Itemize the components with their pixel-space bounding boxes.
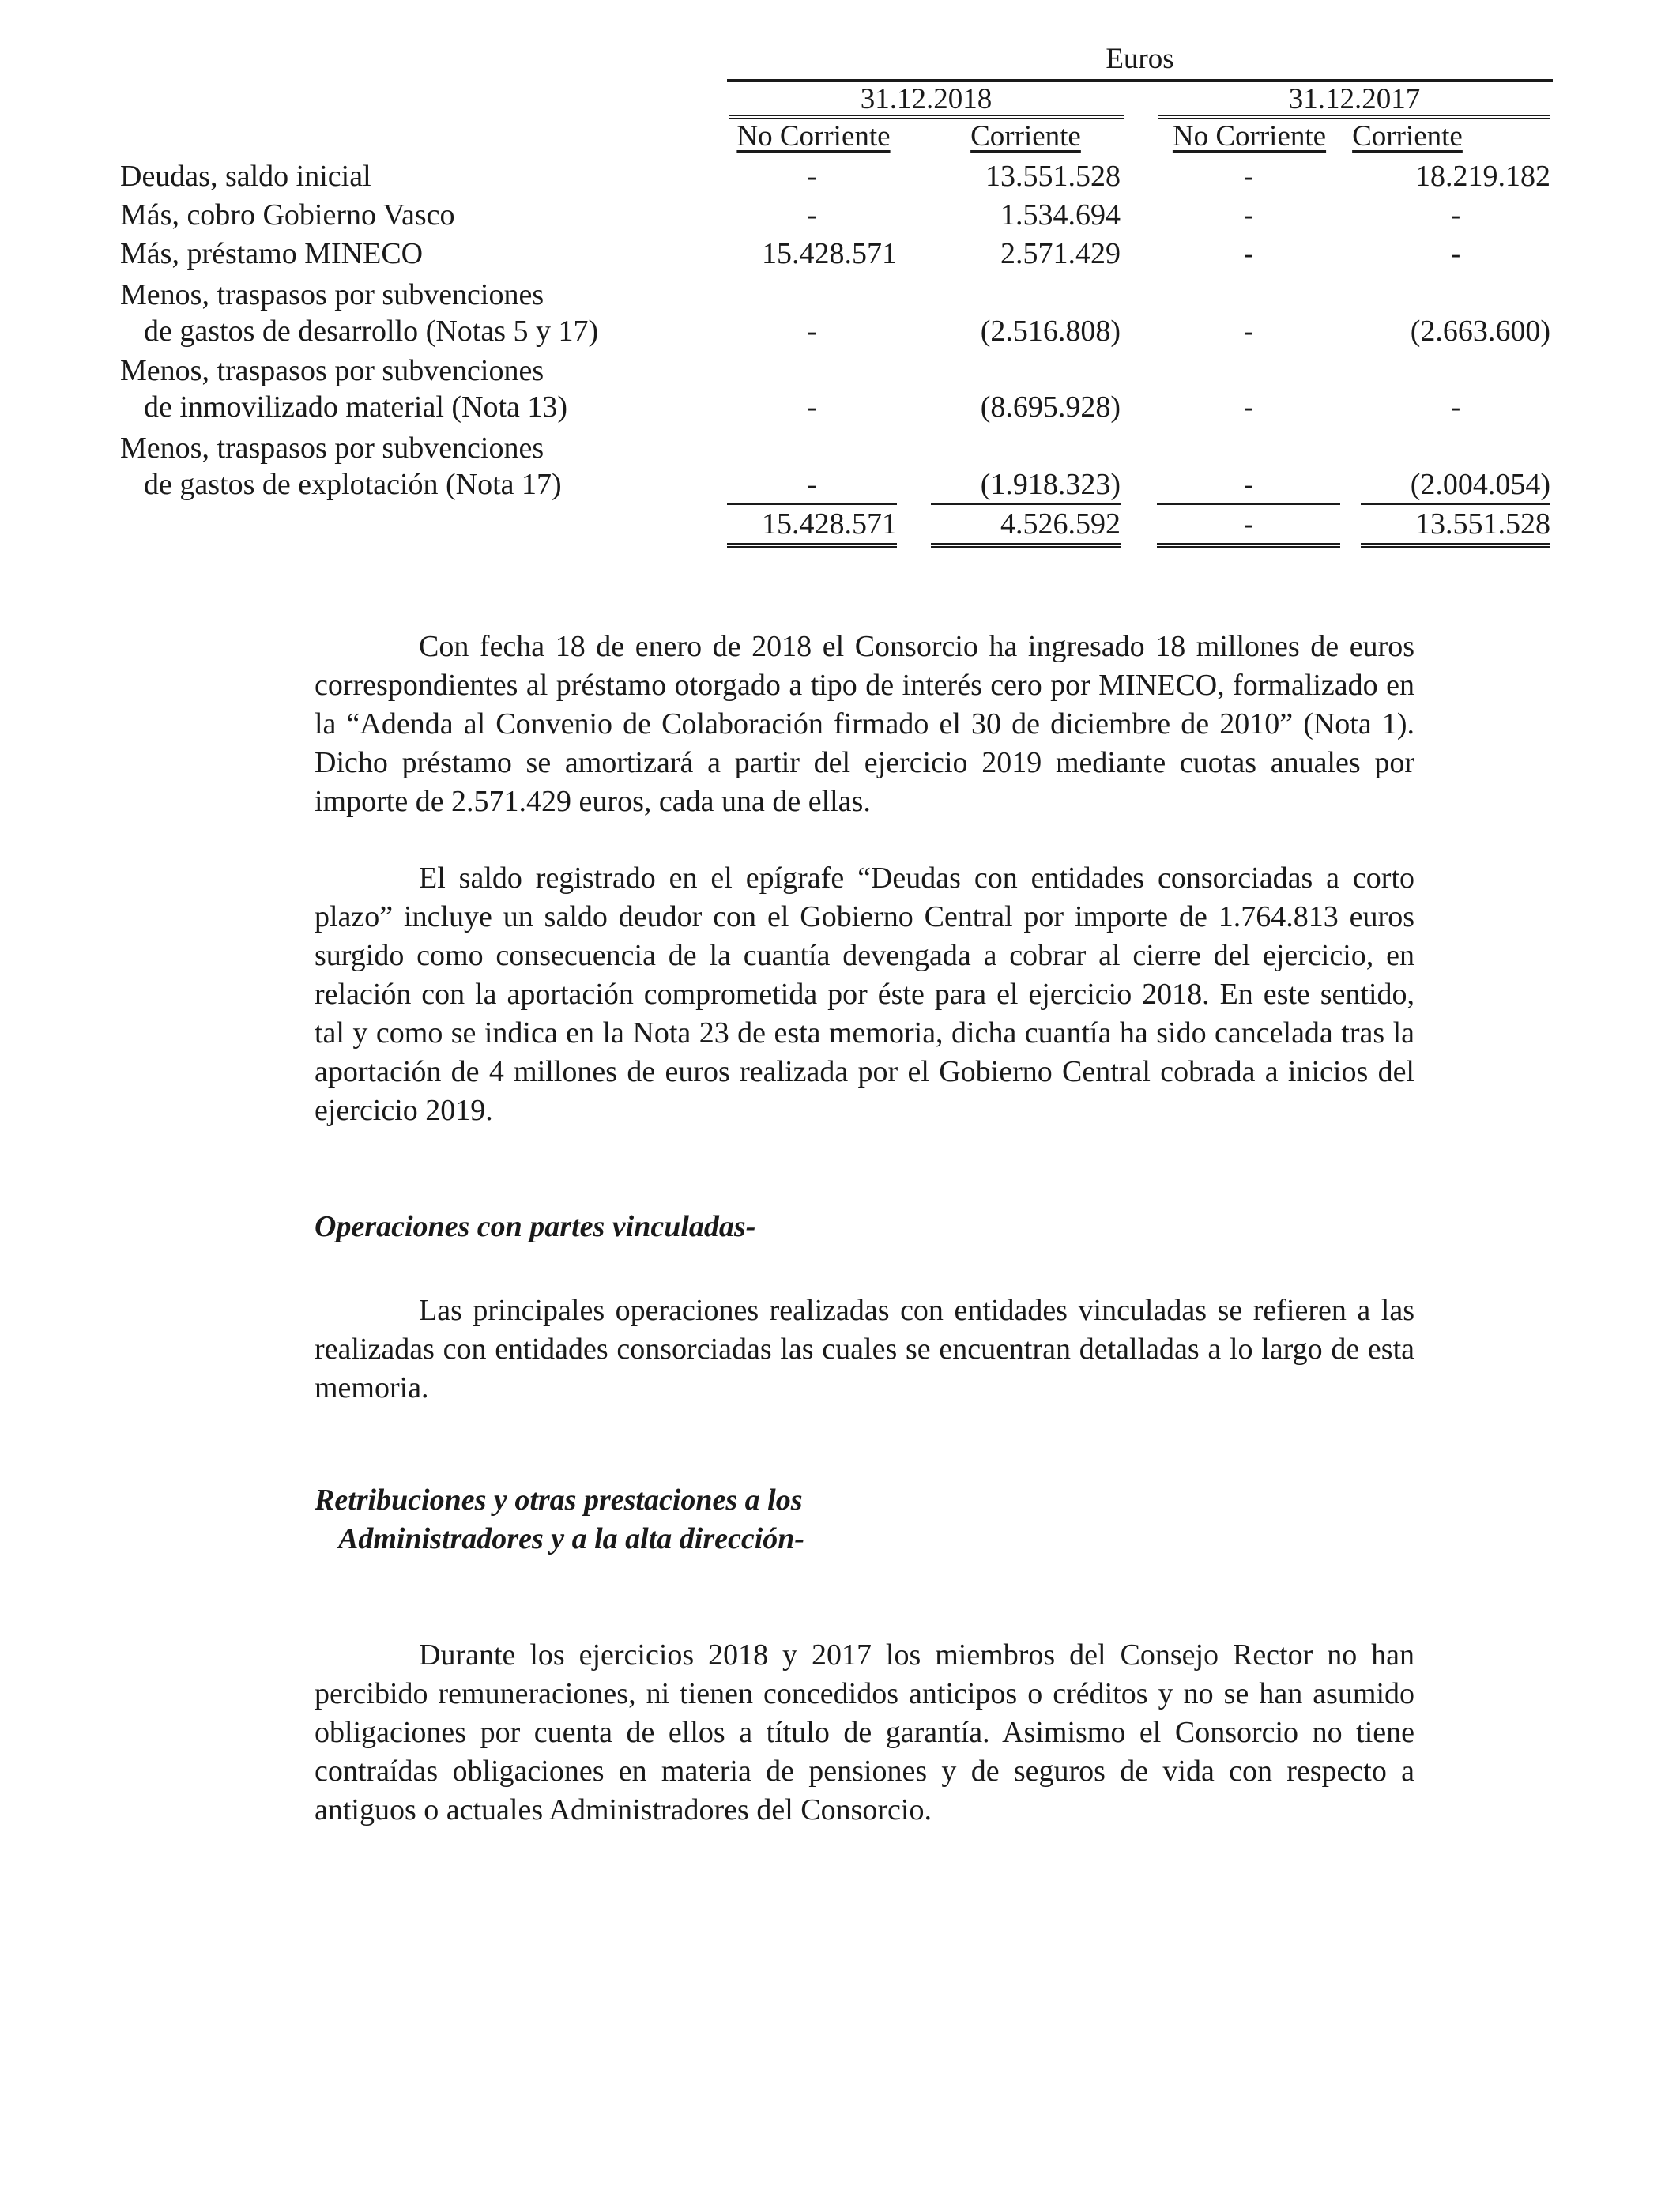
row-label: Más, préstamo MINECO xyxy=(120,237,424,270)
total-value: 15.428.571 xyxy=(727,506,897,548)
subcol-label: No Corriente xyxy=(1172,120,1327,153)
cell-value: 2.571.429 xyxy=(1000,237,1121,270)
paragraph xyxy=(315,1636,1414,1830)
cell-value: - xyxy=(807,160,817,193)
cell-value: - xyxy=(1243,198,1254,232)
cell-value: - xyxy=(727,466,897,505)
cell-value: 1.534.694 xyxy=(1000,198,1121,232)
row-label-continued: de inmovilizado material (Nota 13) xyxy=(144,390,568,424)
cell-value: (1.918.323) xyxy=(931,466,1121,505)
row-label: Más, cobro Gobierno Vasco xyxy=(120,198,455,232)
cell-value: (2.004.054) xyxy=(1361,466,1550,505)
subcol-label: Corriente xyxy=(1352,120,1463,153)
total-value: 13.551.528 xyxy=(1361,506,1550,548)
subcol-header xyxy=(931,120,1121,153)
cell-value: (8.695.928) xyxy=(980,390,1121,424)
subcol-label: Corriente xyxy=(970,120,1081,153)
subcol-label: No Corriente xyxy=(736,120,891,153)
cell-value: - xyxy=(807,390,817,424)
cell-value: - xyxy=(1157,466,1340,505)
paragraph-text: El saldo registrado en el epígrafe “Deudas con entidades consorciadas a corto plazo” incluye un saldo deudor con el Gobierno Central por importe de 1.764.813 euros surgido como consecuencia de la cuantía devengada a cobrar al cierre del ejercicio, en relación con la aportación comprometida por éste para el ejercicio 2018. En este sentido, tal y como se indica en la Nota 23 de esta memoria, dicha cuantía ha sido cancelada tras la aportación de 4 millones de euros realizada por el Gobierno Central cobrada a inicios del ejercicio 2019. xyxy=(315,861,1414,1127)
total-value: - xyxy=(1157,506,1340,548)
cell-value: - xyxy=(1243,237,1254,270)
cell-value: - xyxy=(1243,390,1254,424)
cell-value: (2.663.600) xyxy=(1410,315,1550,348)
row-label: Deudas, saldo inicial xyxy=(120,160,371,193)
subcol-header xyxy=(1158,120,1340,153)
heading-line: Administradores y a la alta dirección- xyxy=(338,1522,805,1555)
cell-value: - xyxy=(1243,315,1254,348)
currency-header: Euros xyxy=(1106,43,1174,75)
cell-value: - xyxy=(1450,237,1461,270)
year-header-2018: 31.12.2018 xyxy=(729,84,1124,119)
cell-value: 13.551.528 xyxy=(985,160,1121,193)
row-label-continued: de gastos de desarrollo (Notas 5 y 17) xyxy=(144,315,599,348)
section-heading xyxy=(315,1481,804,1559)
cell-value: - xyxy=(1450,198,1461,232)
paragraph-text: Con fecha 18 de enero de 2018 el Consorcio ha ingresado 18 millones de euros correspondientes al préstamo otorgado a tipo de interés cero por MINECO, formalizado en la “Adenda al Convenio de Colaboración firmado el 30 de diciembre de 2010” (Nota 1). Dicho préstamo se amortizará a partir del ejercicio 2019 mediante cuotas anuales por importe de 2.571.429 euros, cada una de ellas. xyxy=(315,630,1414,818)
paragraph-text: Las principales operaciones realizadas con entidades vinculadas se refieren a las realizadas con entidades consorciadas las cuales se encuentran detalladas a lo largo de esta memoria. xyxy=(315,1294,1414,1404)
cell-value: 15.428.571 xyxy=(762,237,897,270)
paragraph-text: Durante los ejercicios 2018 y 2017 los miembros del Consejo Rector no han percibido remuneraciones, ni tienen concedidos anticipos o créditos y no se han asumido obligaciones por cuenta de ellos a título de garantía. Asimismo el Consorcio no tiene contraídas obligaciones en materia de pensiones y de seguros de vida con respecto a antiguos o actuales Administradores del Consorcio. xyxy=(315,1638,1414,1826)
subcol-header xyxy=(729,120,898,153)
row-label-continued: de gastos de explotación (Nota 17) xyxy=(144,468,562,501)
subcol-header xyxy=(1340,120,1475,153)
paragraph xyxy=(315,628,1414,821)
cell-value: - xyxy=(1450,390,1461,424)
cell-value: (2.516.808) xyxy=(980,315,1121,348)
cell-value: 18.219.182 xyxy=(1415,160,1550,193)
cell-value: - xyxy=(1243,160,1254,193)
row-label: Menos, traspasos por subvenciones xyxy=(120,354,544,387)
section-heading: Operaciones con partes vinculadas- xyxy=(315,1210,756,1243)
paragraph xyxy=(315,859,1414,1130)
heading-line: Retribuciones y otras prestaciones a los xyxy=(315,1483,803,1517)
year-header-2017: 31.12.2017 xyxy=(1158,84,1550,119)
total-value: 4.526.592 xyxy=(931,506,1121,548)
cell-value: - xyxy=(807,198,817,232)
header-rule xyxy=(727,79,1553,82)
paragraph xyxy=(315,1291,1414,1408)
row-label: Menos, traspasos por subvenciones xyxy=(120,432,544,465)
row-label: Menos, traspasos por subvenciones xyxy=(120,278,544,311)
cell-value: - xyxy=(807,315,817,348)
